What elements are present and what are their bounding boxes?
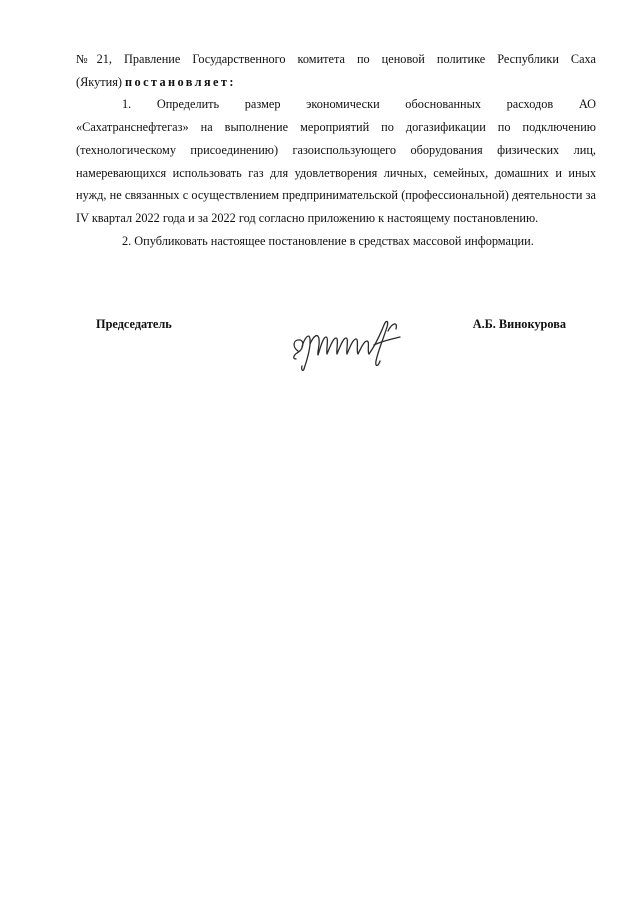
item-2 — [76, 230, 596, 253]
handwritten-signature-icon — [288, 317, 412, 373]
item-2-text: 2. Опубликовать настоящее постановление в средствах массовой информации. — [122, 233, 534, 248]
item-1-body-text: «Сахатранснефтегаз» на выполнение мероприятий по догазификации по подключению (технологическому присоединению) газоиспользующего оборудования физических лиц, намеревающихся использовать газ для удовлетворения личных, семейных, домашних и иных нужд, не связанных с осуществлением предпринимательской (профессиональной) деятельности за IV квартал 2022 года и за 2022 год согласно приложению к настоящему постановлению. — [76, 120, 596, 225]
intro-line-1-text: №21, Правление Государственного комитета по ценовой политике Республики Саха — [76, 52, 596, 66]
decree-keyword: постановляет: — [125, 74, 236, 89]
item-1-body — [76, 116, 596, 230]
signature-block — [96, 313, 566, 373]
intro-line-1 — [76, 48, 596, 71]
item-1-first-line-text: 1. Определить размер экономически обоснованных расходов АО — [122, 97, 596, 112]
signatory-title: Председатель — [96, 317, 172, 331]
intro-line-2 — [76, 71, 596, 94]
item-1-first-line — [76, 93, 596, 116]
decree-body — [76, 48, 596, 252]
signatory-name: А.Б. Винокурова — [472, 317, 566, 331]
intro-prefix: (Якутия) — [76, 74, 122, 89]
